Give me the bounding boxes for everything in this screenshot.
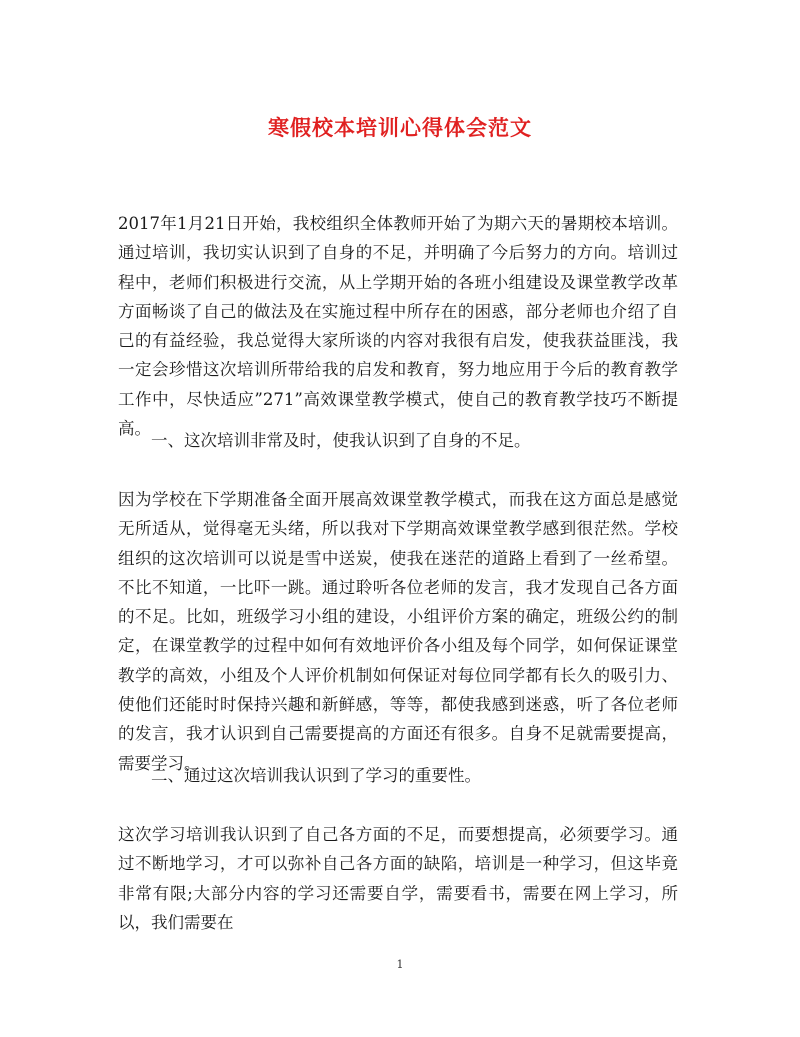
paragraph-intro: 2017年1月21日开始，我校组织全体教师开始了为期六天的暑期校本培训。通过培训，我切实认识到了自身的不足，并明确了今后努力的方向。培训过程中，老师们积极进行交流，从上学期开始的各班小组建设及课堂教学改革方面畅谈了自己的做法及在实施过程中所存在的困惑，部分老师也介绍了自己的有益经验，我总觉得大家所谈的内容对我很有启发，使我获益匪浅，我一定会珍惜这次培训所带给我的启发和教育，努力地应用于今后的教育教学工作中，尽快适应”271”高效课堂教学模式，使自己的教育教学技巧不断提高。 (118, 214, 678, 439)
page-number: 1 (396, 958, 404, 971)
section-heading-2: 二、通过这次培训我认识到了学习的重要性。 (151, 766, 481, 785)
section-heading-1: 一、这次培训非常及时，使我认识到了自身的不足。 (151, 431, 531, 450)
paragraph-section-2: 这次学习培训我认识到了自己各方面的不足，而要想提高，必须要学习。通过不断地学习，才可以弥补自己各方面的缺陷，培训是一种学习，但这毕竟非常有限;大部分内容的学习还需要自学，需要看书，需要在网上学习，所以，我们需要在 (118, 825, 678, 932)
paragraph-section-1: 因为学校在下学期准备全面开展高效课堂教学模式，而我在这方面总是感觉无所适从，觉得毫无头绪，所以我对下学期高效课堂教学感到很茫然。学校组织的这次培训可以说是雪中送炭，使我在迷茫的道路上看到了一丝希望。不比不知道，一比吓一跳。通过聆听各位老师的发言，我才发现自己各方面的不足。比如，班级学习小组的建设，小组评价方案的确定，班级公约的制定，在课堂教学的过程中如何有效地评价各小组及每个同学，如何保证课堂教学的高效，小组及个人评价机制如何保证对每位同学都有长久的吸引力、使他们还能时时保持兴趣和新鲜感，等等，都使我感到迷惑，听了各位老师的发言，我才认识到自己需要提高的方面还有很多。自身不足就需要提高，需要学习。 (118, 490, 678, 773)
document-title: 寒假校本培训心得体会范文 (268, 115, 532, 140)
